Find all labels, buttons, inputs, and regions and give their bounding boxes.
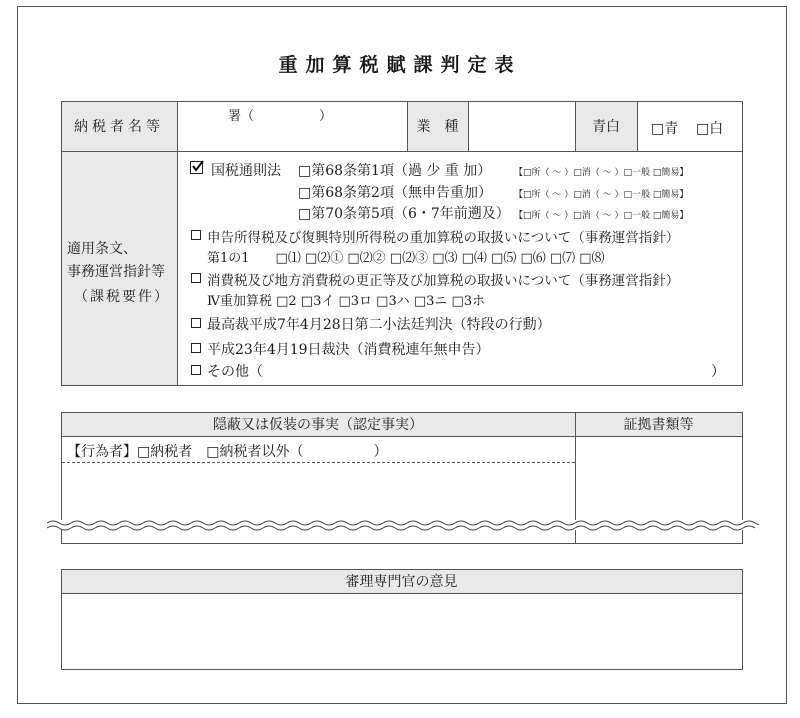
article-68-1[interactable]: □第68条第1項（過 少 重 加） (298, 163, 492, 179)
industry-field[interactable] (469, 102, 575, 150)
article-68-2-options[interactable]: 【□所（ ～ ）□消（ ～ ）□一般 □簡易】 (514, 190, 689, 200)
income-tax-items[interactable]: 第1の1 □⑴ □⑵① □⑵② □⑵③ □⑶ □⑷ □⑸ □⑹ □⑺ □⑻ (207, 251, 605, 266)
white-return-checkbox[interactable]: □白 (696, 121, 724, 137)
consumption-ruling: 平成23年4月19日裁決（消費税連年無申告） (207, 342, 490, 358)
income-tax-guideline: 申告所得税及び復興特別所得税の重加算税の取扱いについて（事務運営指針） (207, 230, 680, 246)
other-checkbox[interactable] (191, 365, 201, 375)
page-title: 重加算税賦課判定表 (278, 54, 522, 76)
provisions-label-2: 事務運営指針等 (67, 264, 165, 280)
other-close-paren: ） (711, 364, 725, 380)
other-label: その他（ (207, 364, 263, 380)
article-70-5-options[interactable]: 【□所（ ～ ）□消（ ～ ）□一般 □簡易】 (514, 211, 689, 221)
wavy-break-icon (47, 517, 759, 533)
blue-return-checkbox[interactable]: □青 (651, 121, 679, 137)
taxpayer-name-label: 納税者名等 (74, 119, 164, 135)
evidence-header: 証拠書類等 (623, 417, 694, 433)
facts-text-area[interactable] (62, 464, 575, 520)
supreme-court-ruling: 最高裁平成7年4月28日第二小法廷判決（特段の行動） (207, 317, 551, 333)
consumption-tax-guideline: 消費税及び地方消費税の更正等及び加算税の取扱いについて（事務運営指針） (207, 273, 680, 289)
ruling-checkbox[interactable] (191, 343, 201, 353)
industry-label: 業 種 (416, 119, 459, 135)
evidence-text-area[interactable] (576, 437, 742, 520)
opinion-text-area[interactable] (62, 594, 742, 669)
article-70-5[interactable]: □第70条第5項（6・7年前遡及） (298, 206, 510, 222)
kokuzei-checkbox[interactable] (190, 161, 203, 174)
kokuzei-label: 国税通則法 (211, 163, 281, 179)
article-68-2[interactable]: □第68条第2項（無申告重加） (298, 185, 492, 201)
provisions-label-1: 適用条文、 (67, 241, 137, 257)
facts-header: 隠蔽又は仮装の事実（認定事実） (213, 417, 423, 433)
opinion-header: 審理専門官の意見 (345, 574, 458, 590)
income-tax-checkbox[interactable] (191, 230, 201, 240)
supreme-court-checkbox[interactable] (191, 318, 201, 328)
check-mark-icon (191, 160, 204, 173)
consumption-tax-items[interactable]: Ⅳ重加算税 □2 □3イ □3ロ □3ハ □3ニ □3ホ (207, 294, 486, 309)
consumption-tax-checkbox[interactable] (191, 273, 201, 283)
tax-office-field: 署（ ） (228, 109, 333, 124)
blue-white-label: 青白 (592, 119, 620, 135)
article-68-1-options[interactable]: 【□所（ ～ ）□消（ ～ ）□一般 □簡易】 (514, 168, 689, 178)
actor-line[interactable]: 【行為者】□納税者 □納税者以外（ ） (67, 444, 388, 460)
provisions-label-3: （課税要件） (74, 289, 170, 305)
dashed-divider (62, 462, 575, 463)
